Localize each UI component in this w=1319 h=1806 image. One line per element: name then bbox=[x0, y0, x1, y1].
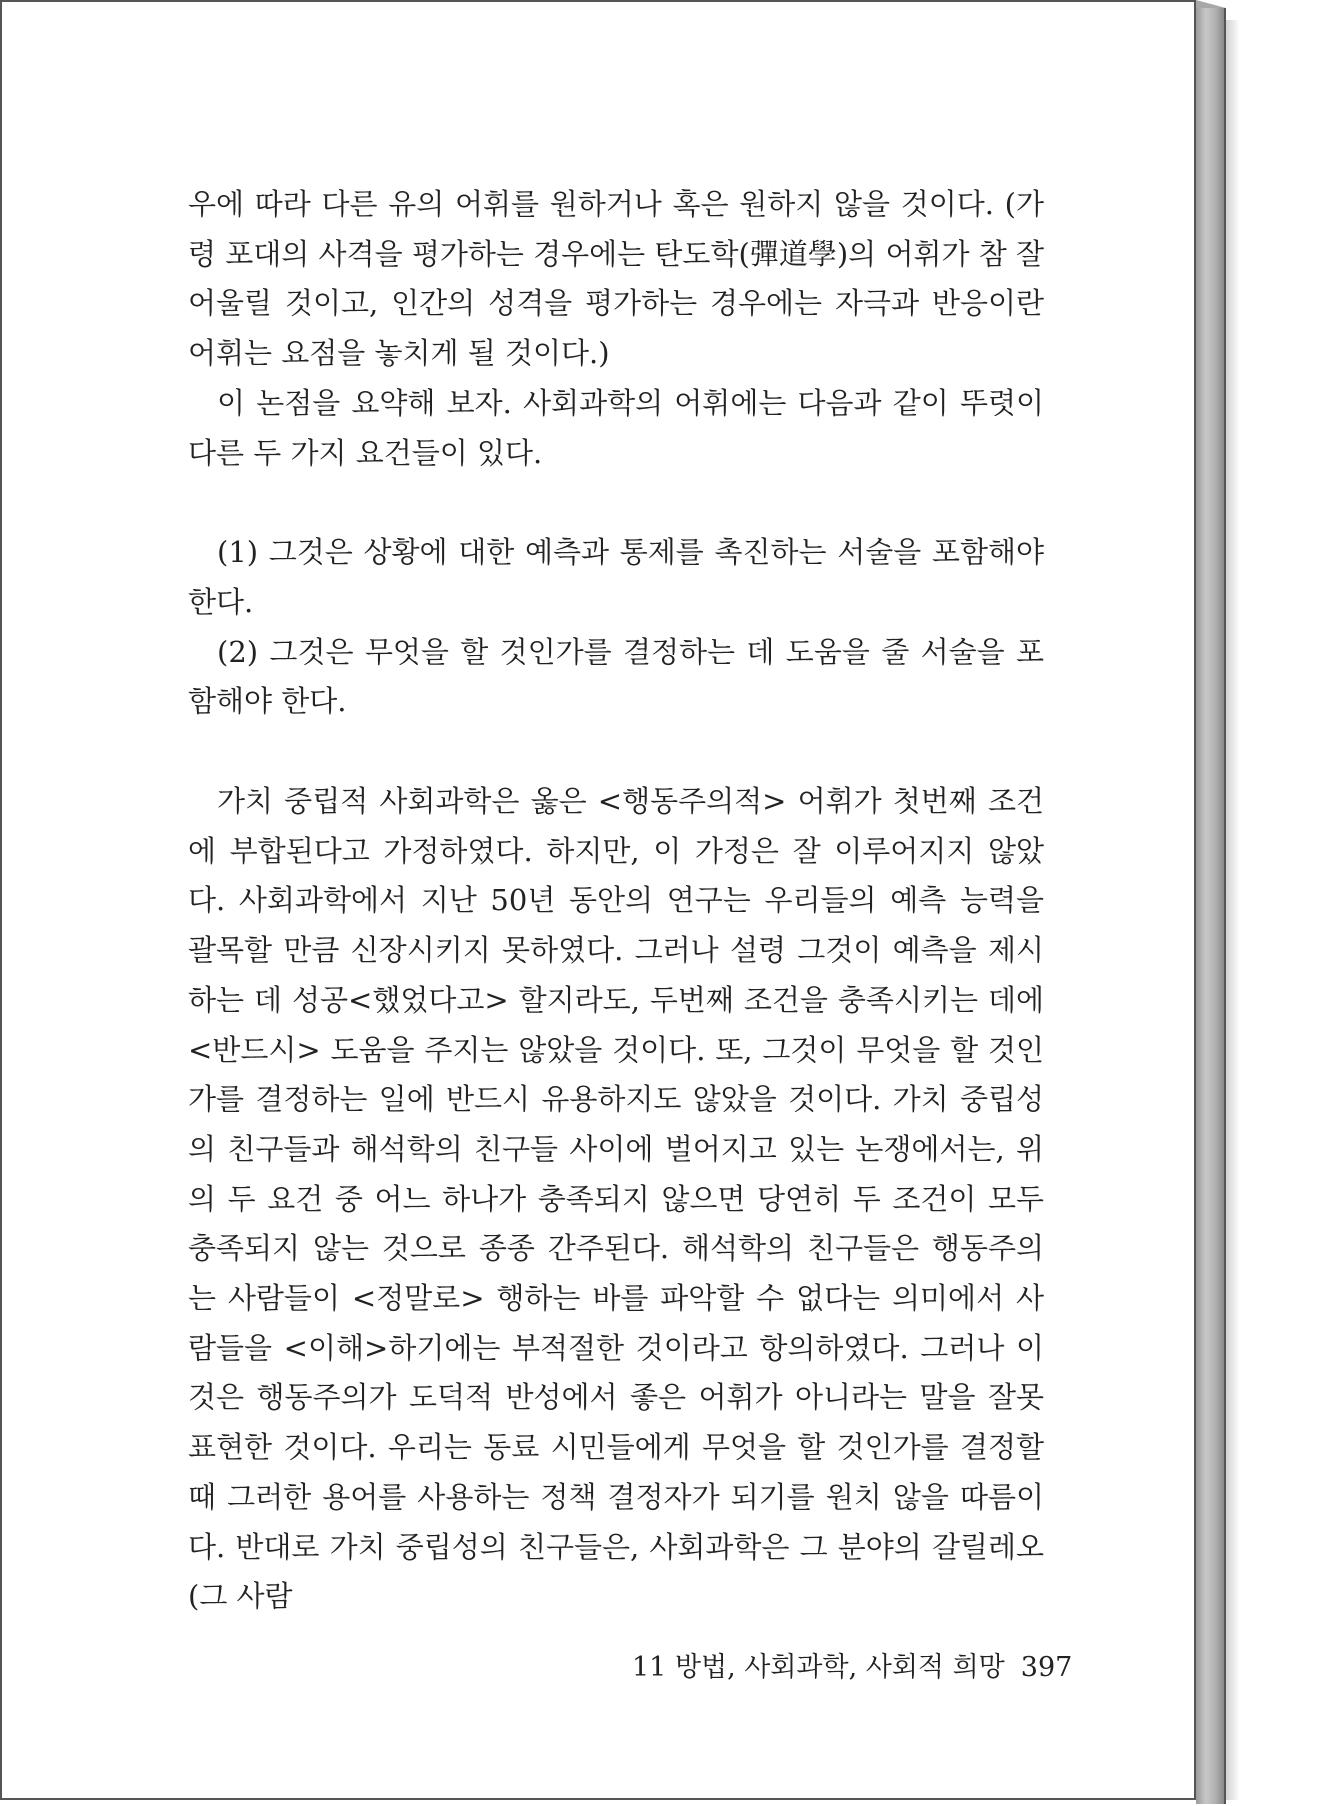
body-text bbox=[188, 180, 1044, 1622]
paragraph-main: 가치 중립적 사회과학은 옳은 <행동주의적> 어휘가 첫번째 조건에 부합된다고 가정하였다. 하지만, 이 가정은 잘 이루어지지 않았다. 사회과학에서 지난 50년 동안의 연구는 우리들의 예측 능력을 괄목할 만큼 신장시키지 못하였다. 그러나 설령 그것이 예측을 제시하는 데 성공<했었다고> 할지라도, 두번째 조건을 충족시키는 데에 <반드시> 도움을 주지는 않았을 것이다. 또, 그것이 무엇을 할 것인가를 결정하는 일에 반드시 유용하지도 않았을 것이다. 가치 중립성의 친구들과 해석학의 친구들 사이에 벌어지고 있는 논쟁에서는, 위의 두 요건 중 어느 하나가 충족되지 않으면 당연히 두 조건이 모두 충족되지 않는 것으로 종종 간주된다. 해석학의 친구들은 행동주의는 사람들이 <정말로> 행하는 바를 파악할 수 없다는 의미에서 사람들을 <이해>하기에는 부적절한 것이라고 항의하였다. 그러나 이것은 행동주의가 도덕적 반성에서 좋은 어휘가 아니라는 말을 잘못 표현한 것이다. 우리는 동료 시민들에게 무엇을 할 것인가를 결정할 때 그러한 용어를 사용하는 정책 결정자가 되기를 원치 않을 따름이다. 반대로 가치 중립성의 친구들은, 사회과학은 그 분야의 갈릴레오(그 사람 bbox=[188, 784, 1044, 1614]
running-head: 11 방법, 사회과학, 사회적 희망 bbox=[632, 1652, 1005, 1683]
paragraph-gap bbox=[188, 478, 1044, 528]
paragraph-summary: 이 논점을 요약해 보자. 사회과학의 어휘에는 다음과 같이 뚜렷이 다른 두 가지 요건들이 있다. bbox=[188, 385, 1044, 470]
page-edge-top bbox=[1196, 0, 1226, 8]
page-shadow bbox=[1226, 20, 1240, 1800]
paragraph-continued: 우에 따라 다른 유의 어휘를 원하거나 혹은 원하지 않을 것이다. (가령 포대의 사격을 평가하는 경우에는 탄도학(彈道學)의 어휘가 참 잘 어울릴 것이고, 인간의 성격을 평가하는 경우에는 자극과 반응이란 어휘는 요점을 놓치게 될 것이다.) bbox=[188, 187, 1044, 371]
page-number: 397 bbox=[1020, 1652, 1073, 1683]
paragraph-gap bbox=[188, 727, 1044, 777]
page-edge bbox=[1196, 8, 1226, 1804]
list-item-2: (2) 그것은 무엇을 할 것인가를 결정하는 데 도움을 줄 서술을 포함해야 한다. bbox=[188, 634, 1044, 719]
list-item-1: (1) 그것은 상황에 대한 예측과 통제를 촉진하는 서술을 포함해야 한다. bbox=[188, 535, 1044, 619]
page-footer bbox=[632, 1650, 1073, 1686]
